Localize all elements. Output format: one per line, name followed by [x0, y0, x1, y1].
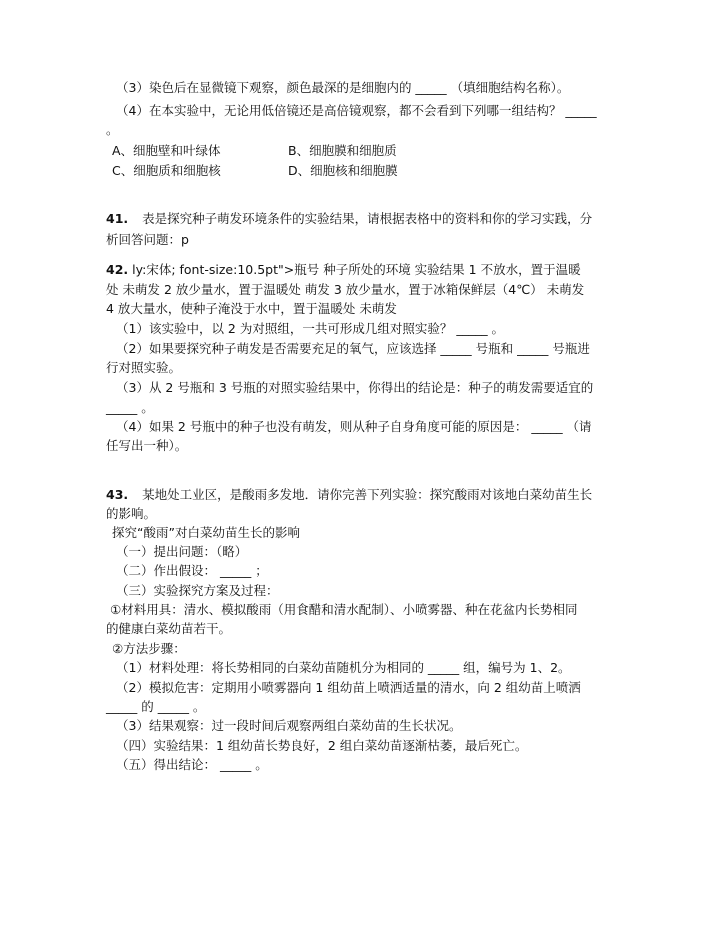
q40-part4-line1: （4）在本实验中，无论用低倍镜还是高倍镜观察，都不会看到下列哪一组结构？ _____: [116, 103, 597, 118]
q43-step1: （一）提出问题：（略）: [116, 544, 248, 559]
q41-text: 表是探究种子萌发环境条件的实验结果，请根据表格中的资料和你的学习实践，分: [142, 211, 593, 226]
q43-method-heading: ②方法步骤：: [112, 641, 186, 656]
q43-method2-line2: _____ 的 _____ 。: [106, 699, 206, 714]
q40-part3: （3）染色后在显微镜下观察，颜色最深的是细胞内的 _____ （填细胞结构名称）。: [116, 80, 570, 95]
q42-part1: （1）该实验中，以 2 为对照组，一共可形成几组对照实验？ _____ 。: [116, 321, 505, 336]
q42-part3-line1: （3）从 2 号瓶和 3 号瓶的对照实验结果中，你得出的结论是：种子的萌发需要适宜的: [116, 380, 594, 395]
q43-method1: （1）材料处理：将长势相同的白菜幼苗随机分为相同的 _____ 组，编号为 1、2。: [116, 660, 571, 675]
q42-line2: 处 未萌发 2 放少量水，置于温暖处 萌发 3 放少量水，置于冰箱保鲜层（4℃） 未萌发: [106, 282, 585, 297]
q43-step5: （五）得出结论： _____ 。: [116, 757, 268, 772]
q42-number: 42.: [106, 262, 129, 277]
q42-line1: [106, 261, 581, 279]
q42-part2-line1: （2）如果要探究种子萌发是否需要充足的氧气，应该选择 _____ 号瓶和 _____ 号瓶进: [116, 341, 590, 356]
q43-line1: [106, 486, 592, 504]
q43-method2-line1: （2）模拟危害：定期用小喷雾器向 1 组幼苗上喷洒适量的清水，向 2 组幼苗上喷洒: [116, 680, 581, 695]
q43-number: 43.: [106, 487, 129, 502]
q40-option-d: D、细胞核和细胞膜: [288, 163, 398, 178]
q43-text: 某地处工业区，是酸雨多发地．请你完善下列实验：探究酸雨对该地白菜幼苗生长: [142, 487, 593, 502]
q40-option-a: A、细胞壁和叶绿体: [112, 143, 221, 158]
q42-line3: 4 放大量水，使种子淹没于水中，置于温暖处 未萌发: [106, 301, 397, 316]
q43-materials-line1: ①材料用具：清水、模拟酸雨（用食醋和清水配制）、小喷雾器、种在花盆内长势相同: [110, 602, 578, 617]
q43-step2: （二）作出假设： _____ ；: [116, 563, 268, 578]
q43-subtitle: 探究“酸雨”对白菜幼苗生长的影响: [112, 525, 300, 540]
q41-line2: 析回答问题：p: [106, 232, 189, 247]
q40-option-c: C、细胞质和细胞核: [112, 163, 221, 178]
q42-part4-line2: 任写出一种）。: [106, 438, 188, 453]
q42-part2-line2: 行对照实验。: [106, 360, 182, 375]
q43-step4: （四）实验结果：1 组幼苗长势良好，2 组白菜幼苗逐渐枯萎，最后死亡。: [116, 738, 528, 753]
q42-part3-line2: _____ 。: [106, 400, 154, 415]
q43-materials-line2: 的健康白菜幼苗若干。: [106, 621, 232, 636]
q42-text: ly:宋体; font-size:10.5pt">瓶号 种子所处的环境 实验结果 1 不放水，置于温暖: [132, 262, 581, 277]
q41-number: 41.: [106, 211, 129, 226]
q43-line2: 的影响。: [106, 506, 157, 521]
q41-line1: [106, 210, 592, 228]
q43-step3: （三）实验探究方案及过程：: [116, 583, 279, 598]
q43-method3: （3）结果观察：过一段时间后观察两组白菜幼苗的生长状况。: [116, 718, 462, 733]
q42-part4-line1: （4）如果 2 号瓶中的种子也没有萌发，则从种子自身角度可能的原因是： _____ （请: [116, 419, 592, 434]
q40-part4-line2: 。: [106, 122, 119, 137]
q40-option-b: B、细胞膜和细胞质: [288, 143, 397, 158]
